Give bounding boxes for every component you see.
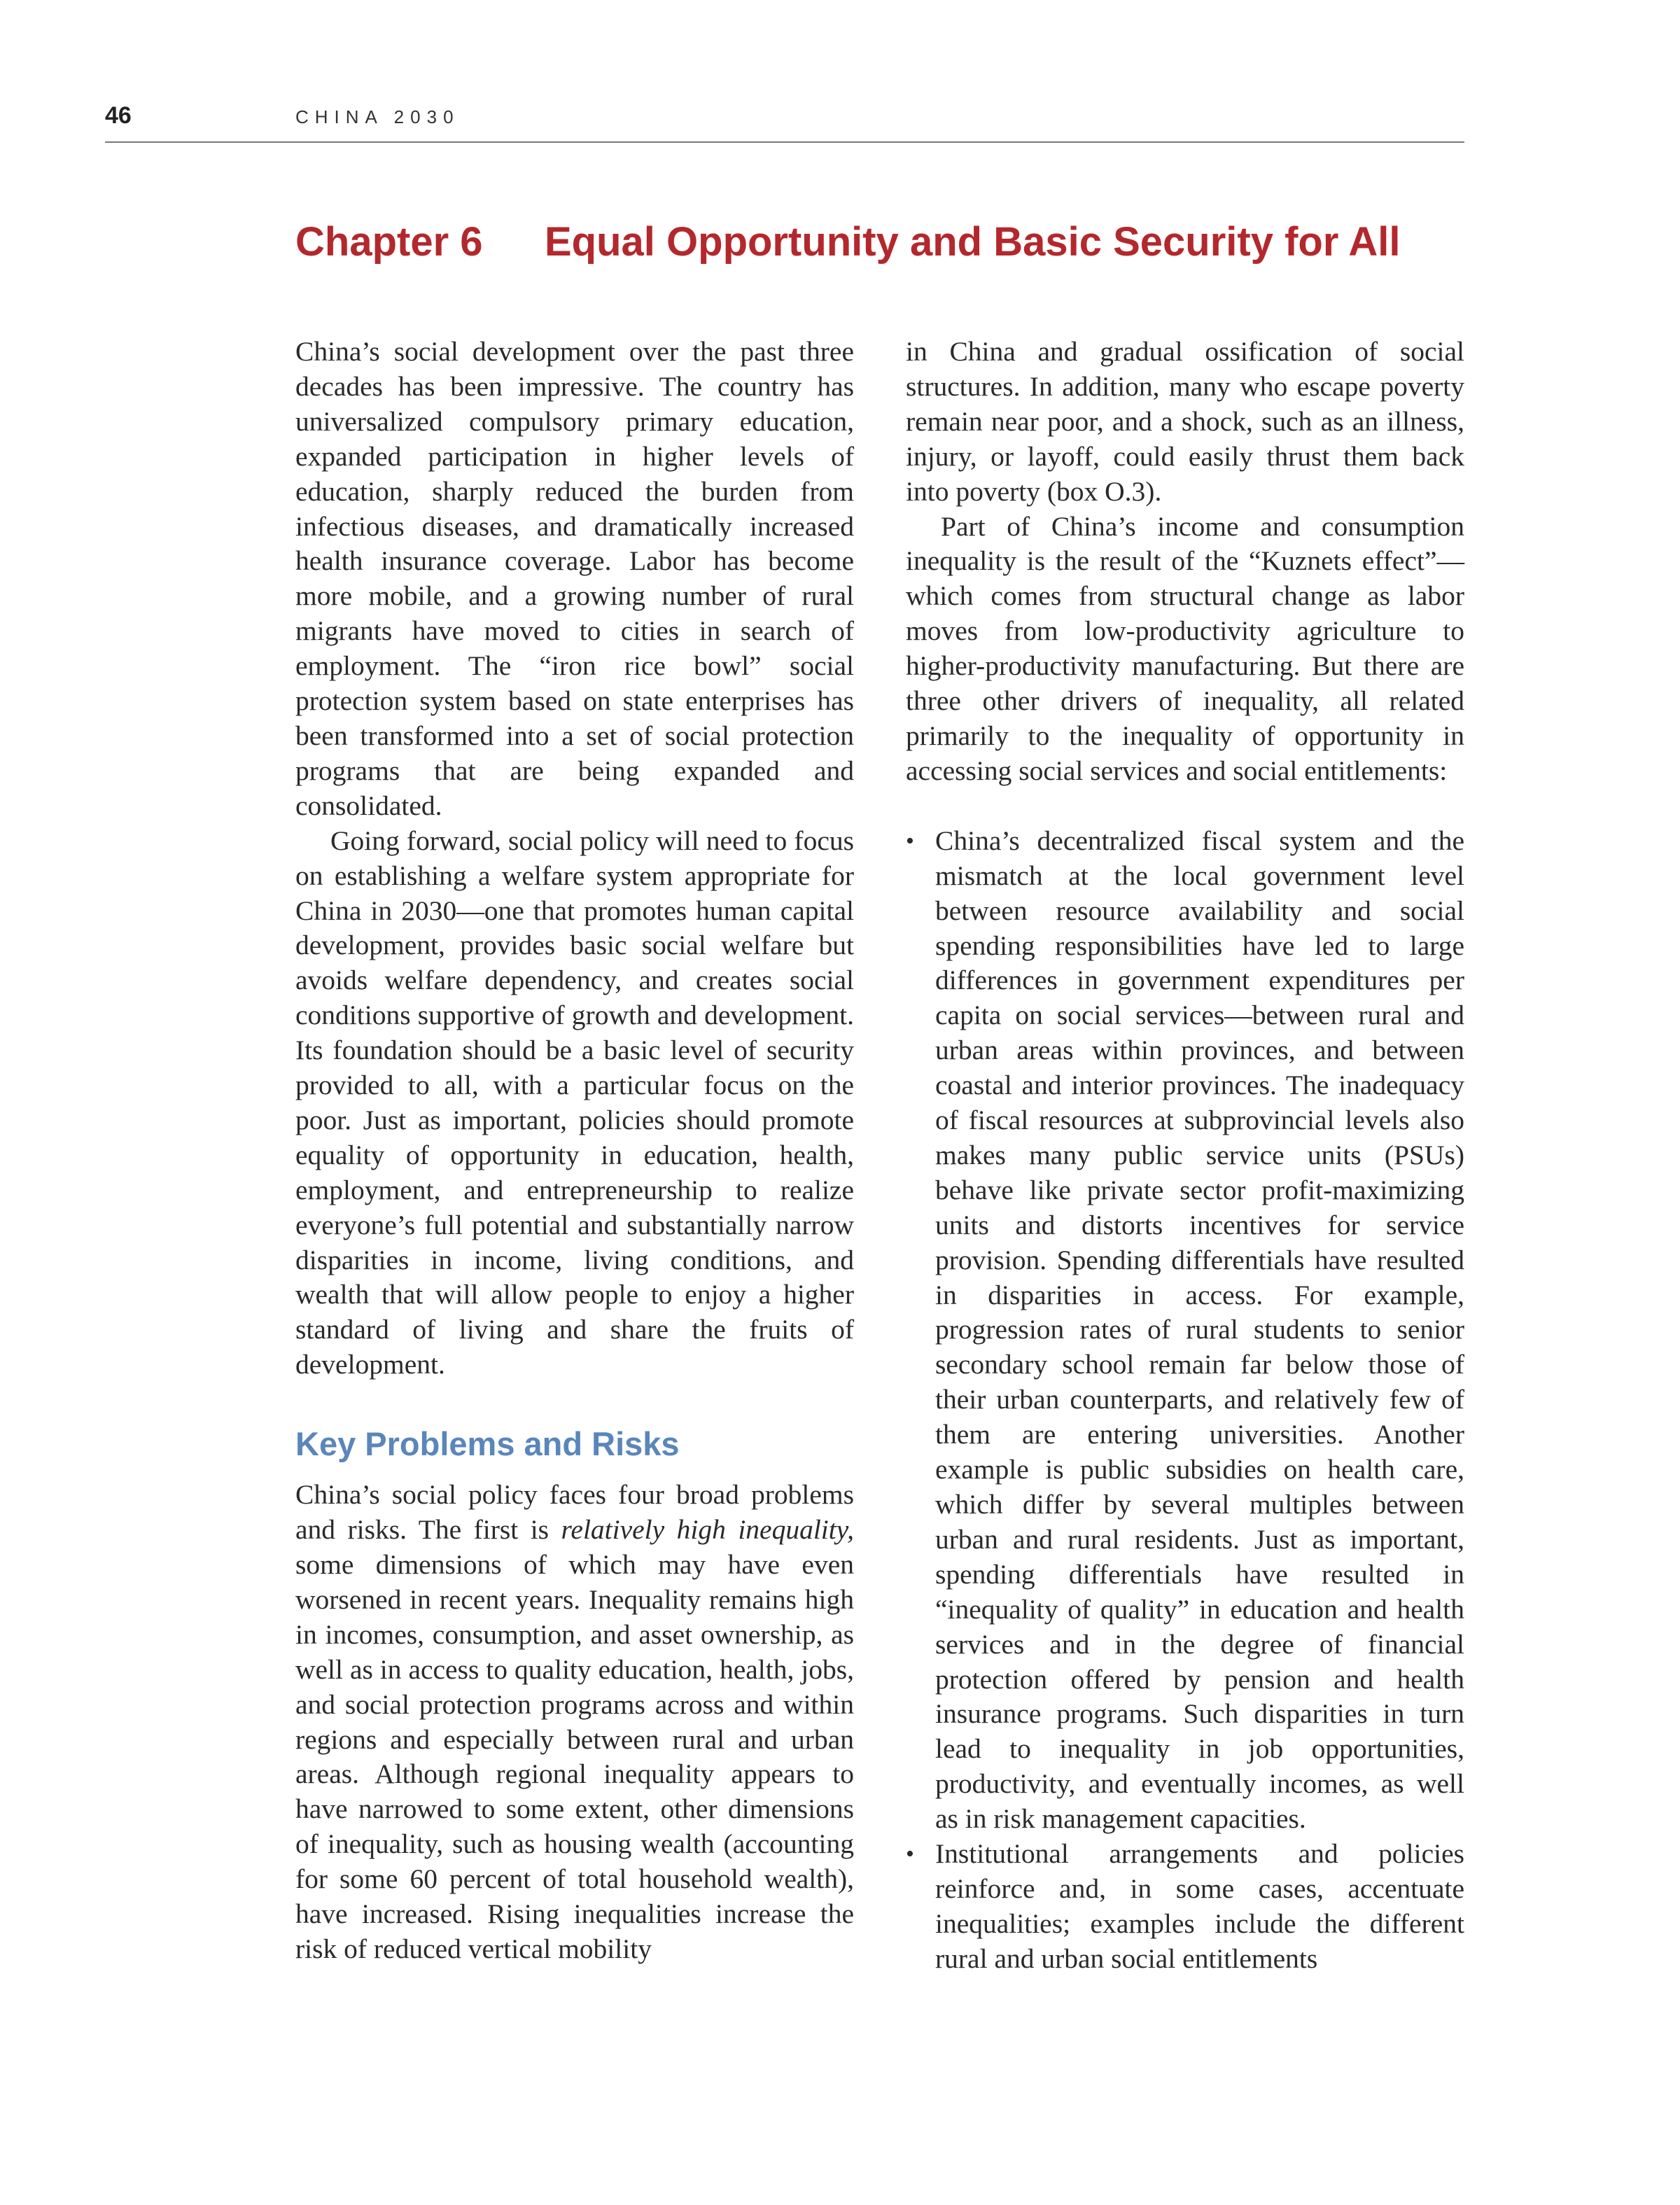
paragraph-text: some dimensions of which may have even worsened in recent years. Inequality remains high in incomes, consumption, and asset ownership, as well as in access to quality education, health, jobs, and social protection programs across and within regions and especially between rural and urban areas. Although regional inequality appears to have narrowed to some extent, other dimensions of inequality, such as housing wealth (accounting for some 60 percent of total household wealth), have increased. Rising inequalities increase the risk of reduced vertical mobility	[295, 1549, 854, 1964]
left-column	[295, 335, 854, 1967]
list-item-text: China’s decentralized fiscal system and the mismatch at the local government level between resource availability and social spending responsibilities have led to large differences in government expenditures per capita on social services—between rural and urban areas within provinces, and between coastal and interior provinces. The inadequacy of fiscal resources at subprovincial levels also makes many public service units (PSUs) behave like private sector profit-maximizing units and distorts incentives for service provision. Spending differentials have resulted in disparities in access. For example, progression rates of rural students to senior secondary school remain far below those of their urban counterparts, and relatively few of them are entering universities. Another example is public subsidies on health care, which differ by several multiples between urban and rural residents. Just as important, spending differentials have resulted in “inequality of quality” in education and health services and in the degree of financial protection offered by pension and health insurance programs. Such disparities in turn lead to inequality in job opportunities, productivity, and eventually incomes, as well as in risk management capacities.	[935, 825, 1464, 1835]
paragraph	[295, 1478, 854, 1967]
chapter-number: Chapter 6	[295, 219, 483, 265]
list-item	[906, 824, 1464, 1837]
chapter-title-text: Equal Opportunity and Basic Security for All	[545, 219, 1401, 265]
paragraph: in China and gradual ossification of social structures. In addition, many who escape poverty remain near poor, and a shock, such as an illness, injury, or layoff, could easily thrust them back into poverty (box O.3).	[906, 336, 1464, 507]
paragraph: Going forward, social policy will need to focus on establishing a welfare system appropriate for China in 2030—one that promotes human capital development, provides basic social welfare but avoids welfare dependency, and creates social conditions supportive of growth and development. Its foundation should be a basic level of security provided to all, with a particular focus on the poor. Just as important, policies should promote equality of opportunity in education, health, employment, and entrepreneurship to realize everyone’s full potential and substantially narrow disparities in income, living conditions, and wealth that will allow people to enjoy a higher standard of living and share the fruits of development.	[295, 825, 854, 1380]
section-heading: Key Problems and Risks	[295, 1425, 680, 1463]
paragraph: Part of China’s income and consumption inequality is the result of the “Kuznets effect”—which comes from structural change as labor moves from low-productivity agriculture to higher-productivity manufacturing. But there are three other drivers of inequality, all related primarily to the inequality of opportunity in accessing social services and social entitlements:	[906, 510, 1464, 786]
page-header	[105, 98, 1464, 143]
paragraph-text: China’s social policy faces four broad problems and risks. The first is	[295, 1479, 854, 1546]
bullet-icon: •	[906, 1841, 914, 1868]
right-column	[906, 335, 1464, 1977]
paragraph: China’s social development over the past three decades has been impressive. The country has universalized compulsory primary education, expanded participation in higher levels of education, sharply reduced the burden from infectious diseases, and dramatically increased health insurance coverage. Labor has become more mobile, and a growing number of rural migrants have moved to cities in search of employment. The “iron rice bowl” social protection system based on state enterprises has been transformed into a set of social protection programs that are being expanded and consolidated.	[295, 336, 854, 821]
bullet-icon: •	[906, 827, 914, 854]
page-number: 46	[105, 102, 132, 129]
bullet-list	[906, 824, 1464, 1977]
list-item-text: Institutional arrangements and policies reinforce and, in some cases, accentuate inequalities; examples include the different rural and urban social entitlements	[935, 1838, 1464, 1974]
emphasis-text: relatively high inequality,	[561, 1514, 854, 1546]
running-head: CHINA 2030	[295, 106, 460, 127]
list-item	[906, 1837, 1464, 1977]
chapter-title	[295, 218, 1400, 265]
